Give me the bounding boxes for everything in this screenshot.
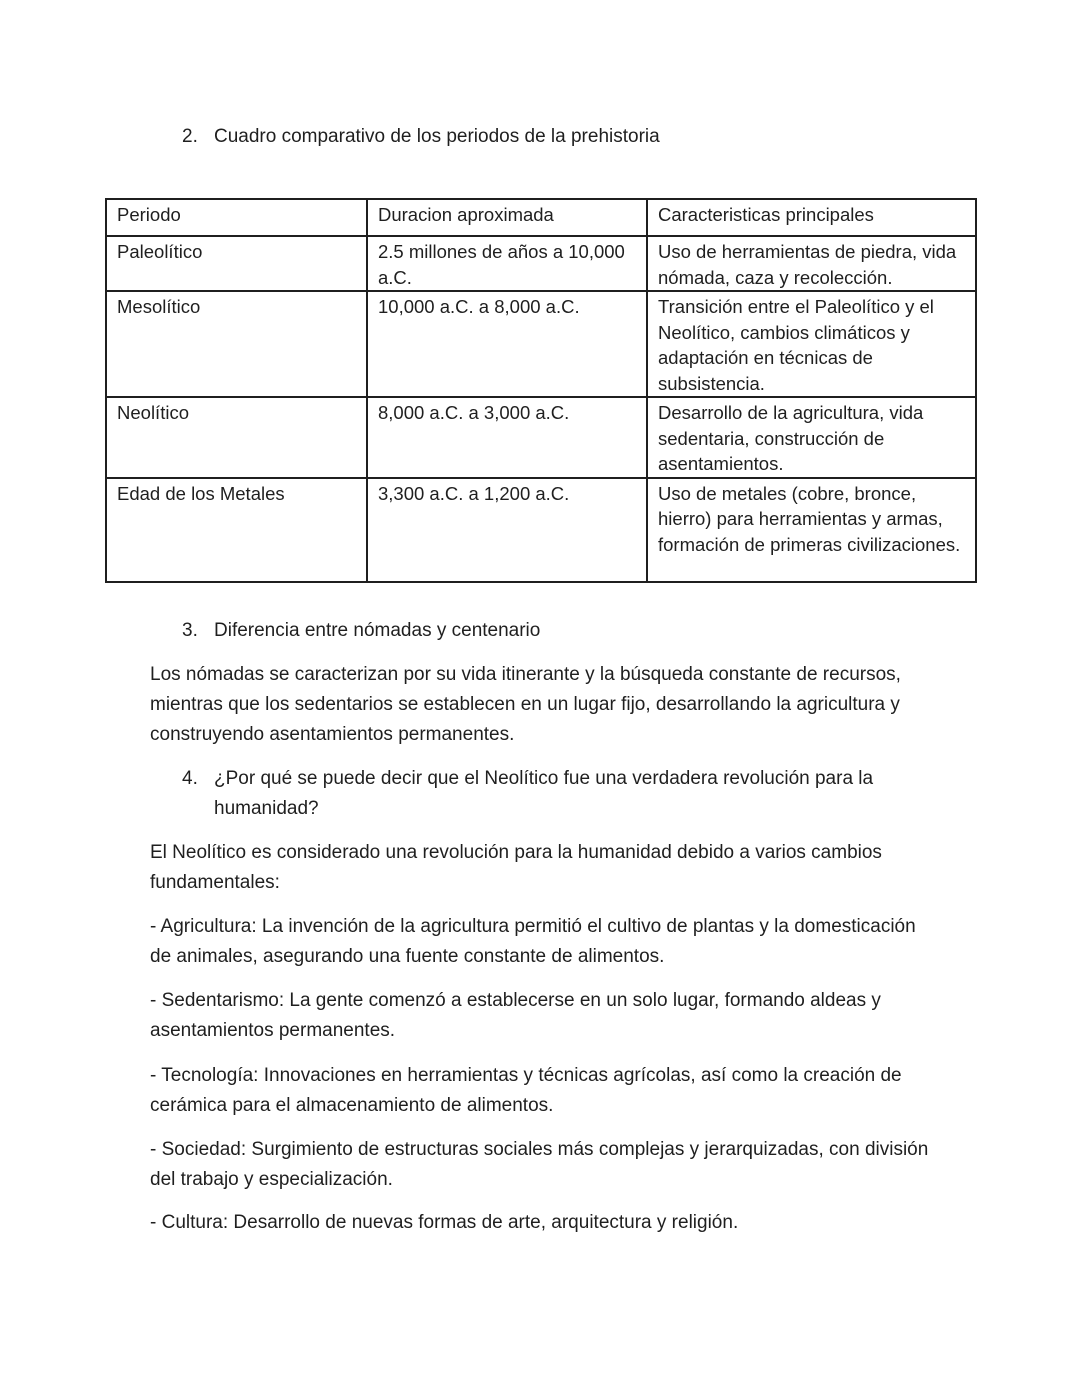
list-item: - Sociedad: Surgimiento de estructuras sociales más complejas y jerarquizadas, con división del trabajo y especialización. [150, 1139, 929, 1190]
section-2-title: Cuadro comparativo de los periodos de la prehistoria [214, 126, 660, 147]
list-item: - Tecnología: Innovaciones en herramientas y técnicas agrícolas, así como la creación de cerámica para el almacenamiento de alimentos. [150, 1065, 902, 1116]
table-row [106, 478, 976, 582]
cell-period: Edad de los Metales [106, 478, 367, 582]
section-4-title: ¿Por qué se puede decir que el Neolítico fue una verdadera revolución para la humanidad? [214, 768, 874, 819]
point-cultura [150, 1208, 940, 1238]
section-3-body [150, 660, 925, 750]
section-4-intro-text: El Neolítico es considerado una revolución para la humanidad debido a varios cambios fundamentales: [150, 842, 882, 893]
section-2-heading [182, 125, 882, 149]
section-2-number: 2. [182, 126, 198, 147]
cell-duration: 8,000 a.C. a 3,000 a.C. [367, 397, 647, 478]
cell-period: Neolítico [106, 397, 367, 478]
section-3-paragraph: Los nómadas se caracterizan por su vida itinerante y la búsqueda constante de recursos, mientras que los sedentarios se establecen en un lugar fijo, desarrollando la agricultura y construyendo asentamientos permanentes. [150, 664, 901, 745]
section-3-heading [182, 619, 882, 643]
point-tecnologia [150, 1061, 950, 1121]
section-3-title: Diferencia entre nómadas y centenario [214, 620, 541, 641]
cell-characteristics: Uso de herramientas de piedra, vida nómada, caza y recolección. [647, 236, 976, 291]
header-cell-periodo: Periodo [106, 199, 367, 236]
table-row [106, 291, 976, 397]
comparison-table [105, 198, 977, 583]
cell-characteristics: Desarrollo de la agricultura, vida sedentaria, construcción de asentamientos. [647, 397, 976, 478]
header-cell-caracteristicas: Caracteristicas principales [647, 199, 976, 236]
table-row [106, 397, 976, 478]
table-row [106, 236, 976, 291]
cell-period: Paleolítico [106, 236, 367, 291]
section-4-heading [182, 764, 952, 824]
cell-duration: 2.5 millones de años a 10,000 a.C. [367, 236, 647, 291]
cell-duration: 3,300 a.C. a 1,200 a.C. [367, 478, 647, 582]
point-sedentarismo [150, 986, 940, 1046]
cell-characteristics: Transición entre el Paleolítico y el Neolítico, cambios climáticos y adaptación en técnicas de subsistencia. [647, 291, 976, 397]
table-header-row [106, 199, 976, 236]
list-item: - Cultura: Desarrollo de nuevas formas de arte, arquitectura y religión. [150, 1212, 739, 1233]
list-item: - Agricultura: La invención de la agricultura permitió el cultivo de plantas y la domesticación de animales, asegurando una fuente constante de alimentos. [150, 916, 916, 967]
cell-period: Mesolítico [106, 291, 367, 397]
point-agricultura [150, 912, 940, 972]
cell-duration: 10,000 a.C. a 8,000 a.C. [367, 291, 647, 397]
section-3-number: 3. [182, 620, 198, 641]
list-item: - Sedentarismo: La gente comenzó a establecerse en un solo lugar, formando aldeas y asentamientos permanentes. [150, 990, 881, 1041]
cell-characteristics: Uso de metales (cobre, bronce, hierro) para herramientas y armas, formación de primeras civilizaciones. [647, 478, 976, 582]
header-cell-duracion: Duracion aproximada [367, 199, 647, 236]
point-sociedad [150, 1135, 940, 1195]
section-4-intro [150, 838, 890, 898]
section-4-number: 4. [182, 768, 198, 789]
